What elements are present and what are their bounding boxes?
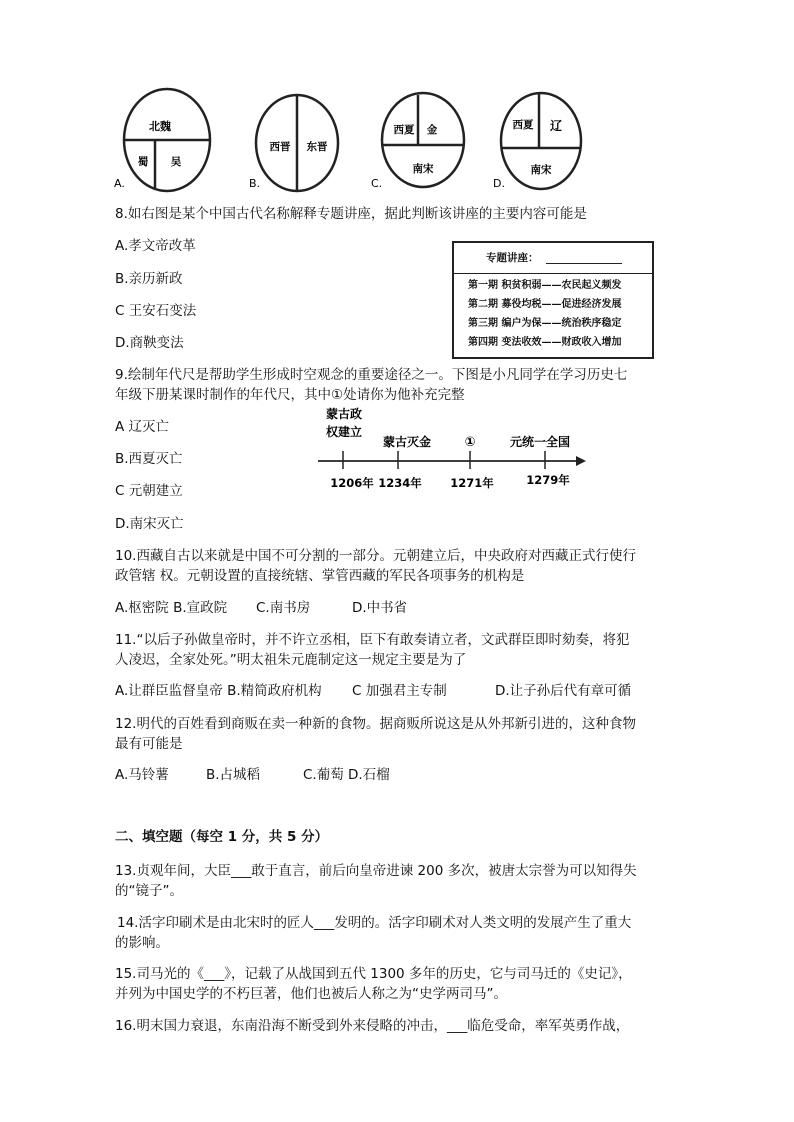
timeline-event-3: ① [464,435,476,450]
timeline-year-1: 1206年 [330,476,374,490]
q12-line-1: 12.明代的百姓看到商贩在卖一种新的食物。据商贩所说这是从外邦新引进的，这种食物 [115,716,636,732]
lecture-row-1: 第一期 积贫积弱——农民起义频发 [468,280,622,291]
lecture-board [452,241,654,359]
map-c-topright: 金 [426,124,438,136]
map-c-letter: C. [371,177,383,190]
lecture-header [454,243,652,274]
q13-line-2: 的“镜子”。 [115,883,183,899]
q9-option-b[interactable]: B.西夏灭亡 [115,451,183,467]
q11-option-d[interactable]: D.让子孙后代有章可循 [495,683,632,699]
map-a-right: 吴 [170,156,182,168]
map-c-bottom: 南宋 [412,163,434,175]
map-option-b [249,95,338,191]
lecture-title: 专题讲座： [486,252,539,264]
map-b-left: 西晋 [269,141,291,153]
q9-stem-1: 9.绘制年代尺是帮助学生形成时空观念的重要途径之一。下图是小凡同学在学习历史七 [115,367,628,383]
map-options [0,0,794,200]
q13-line-1: 13.贞观年间，大臣___敢于直言，前后向皇帝进谏 200 多次，被唐太宗誉为可以知得失 [115,863,637,879]
q9-option-a[interactable]: A 辽灭亡 [115,419,170,435]
lecture-title-blank [546,263,622,264]
timeline-year-3: 1271年 [450,476,494,490]
map-d-letter: D. [493,177,505,190]
q14-line-1: 14.活字印刷术是由北宋时的匠人___发明的。活字印刷术对人类文明的发展产生了重大 [117,915,632,931]
map-c-topleft: 西夏 [393,124,415,136]
q8-option-c[interactable]: C 王安石变法 [115,303,197,319]
q11-option-ab[interactable]: A.让群臣监督皇帝 B.精简政府机构 [115,683,322,699]
q11-line-1: 11.“以后子孙做皇帝时，并不许立丞相，臣下有敢奏请立者，文武群臣即时劾奏，将犯 [115,632,630,648]
timeline-event-1b: 权建立 [325,425,363,439]
lecture-row-4: 第四期 变法收效——财政收入增加 [468,337,622,348]
map-d-topleft: 西夏 [512,119,534,131]
timeline-event-2: 蒙古灭金 [382,435,432,449]
timeline-year-2: 1234年 [378,476,422,490]
map-a-top: 北魏 [149,120,171,133]
q12-option-a[interactable]: A.马铃薯 [115,767,169,783]
map-d-topright: 辽 [549,119,563,133]
map-option-a [114,89,210,191]
timeline [300,406,600,496]
map-option-c [371,93,464,190]
q11-option-c[interactable]: C 加强君主专制 [352,683,447,699]
q12-option-b[interactable]: B.占城稻 [206,767,261,783]
q9-stem-2: 年级下册某课时制作的年代尺，其中①处请你为他补充完整 [115,387,465,403]
q12-line-2: 最有可能是 [115,736,183,752]
timeline-year-4: 1279年 [526,473,570,487]
map-b-letter: B. [249,177,261,190]
map-option-d [493,93,581,190]
q10-line-1: 10.西藏自古以来就是中国不可分割的一部分。元朝建立后，中央政府对西藏正式行使行 [115,548,636,564]
q10-option-c[interactable]: C.南书房 [256,600,311,616]
q11-line-2: 人凌迟，全家处死。”明太祖朱元鹿制定这一规定主要是为了 [115,652,467,668]
q15-line-1: 15.司马光的《___》，记载了从战国到五代 1300 多年的历史，它与司马迁的《史记》， [115,966,632,982]
q15-line-2: 并列为中国史学的不朽巨著，他们也被后人称之为“史学两司马”。 [115,986,507,1002]
timeline-arrow [576,456,586,466]
q8-option-a[interactable]: A.孝文帝改革 [115,238,196,254]
q9-option-d[interactable]: D.南宋灭亡 [115,516,184,532]
map-a-left: 蜀 [137,156,149,168]
q10-option-ab[interactable]: A.枢密院 B.宣政院 [115,600,228,616]
map-b-right: 东晋 [306,141,328,153]
timeline-event-4: 元统一全国 [509,435,571,449]
q8-option-d[interactable]: D.商鞅变法 [115,335,184,351]
q16-line-1: 16.明末国力衰退，东南沿海不断受到外来侵略的冲击，___临危受命，率军英勇作战， [115,1018,630,1034]
map-d-bottom: 南宋 [530,164,552,176]
q14-line-2: 的影响。 [115,935,169,951]
q8-option-b[interactable]: B.亲历新政 [115,271,183,287]
q8-stem: 8.如右图是某个中国古代名称解释专题讲座，据此判断该讲座的主要内容可能是 [115,206,587,222]
lecture-row-2: 第二期 募役均税——促进经济发展 [468,299,622,310]
map-a-letter: A. [114,177,125,190]
lecture-row-3: 第三期 编户为保——统治秩序稳定 [468,318,622,329]
section-2-title: 二、填空题（每空 1 分，共 5 分） [115,829,329,845]
q12-option-cd[interactable]: C.葡萄 D.石榴 [303,767,390,783]
timeline-event-1a: 蒙古政 [325,407,363,421]
q10-option-d[interactable]: D.中书省 [352,600,408,616]
q9-option-c[interactable]: C 元朝建立 [115,483,183,499]
q10-line-2: 政管辖 权。元朝设置的直接统辖、掌管西藏的军民各项事务的机构是 [115,568,525,584]
